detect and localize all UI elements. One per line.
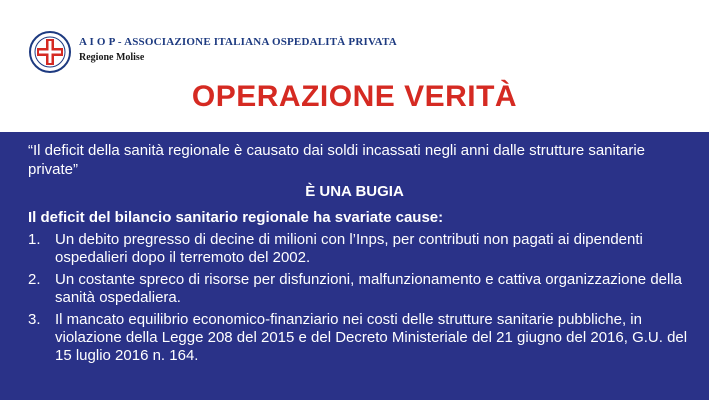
list-item-number: 1. xyxy=(28,231,41,248)
quote-text: “Il deficit della sanità regionale è causato dai soldi incassati negli anni dalle strutture sanitarie private” xyxy=(28,142,646,178)
header xyxy=(0,0,709,132)
list-item-number: 3. xyxy=(28,311,41,328)
causes-list xyxy=(28,231,698,369)
lie-heading: È UNA BUGIA xyxy=(305,183,404,200)
causes-heading: Il deficit del bilancio sanitario regionale ha svariate cause: xyxy=(28,209,444,226)
list-item-number: 2. xyxy=(28,271,41,288)
list-item-text: Un costante spreco di risorse per disfunzioni, malfunzionamento e cattiva organizzazione della sanità ospedaliera. xyxy=(55,271,683,306)
list-item xyxy=(28,271,698,307)
aiop-logo-icon xyxy=(28,30,72,74)
page-title: OPERAZIONE VERITÀ xyxy=(191,80,518,113)
list-item xyxy=(28,311,698,365)
list-item-text: Un debito pregresso di decine di milioni con l’Inps, per contributi non pagati ai dipendenti ospedalieri dopo il terremoto del 2002. xyxy=(55,231,643,266)
list-item-text: Il mancato equilibrio economico-finanziario nei costi delle strutture sanitarie pubbliche, in violazione della Legge 208 del 2015 e del Decreto Ministeriale del 21 giugno del 2016, G.U. del 15 luglio 2016 n. 164. xyxy=(55,311,688,364)
content-panel xyxy=(0,132,709,400)
list-item xyxy=(28,231,698,267)
org-name: A I O P - ASSOCIAZIONE ITALIANA OSPEDALITÀ PRIVATA xyxy=(79,36,397,48)
region-name: Regione Molise xyxy=(79,52,145,63)
